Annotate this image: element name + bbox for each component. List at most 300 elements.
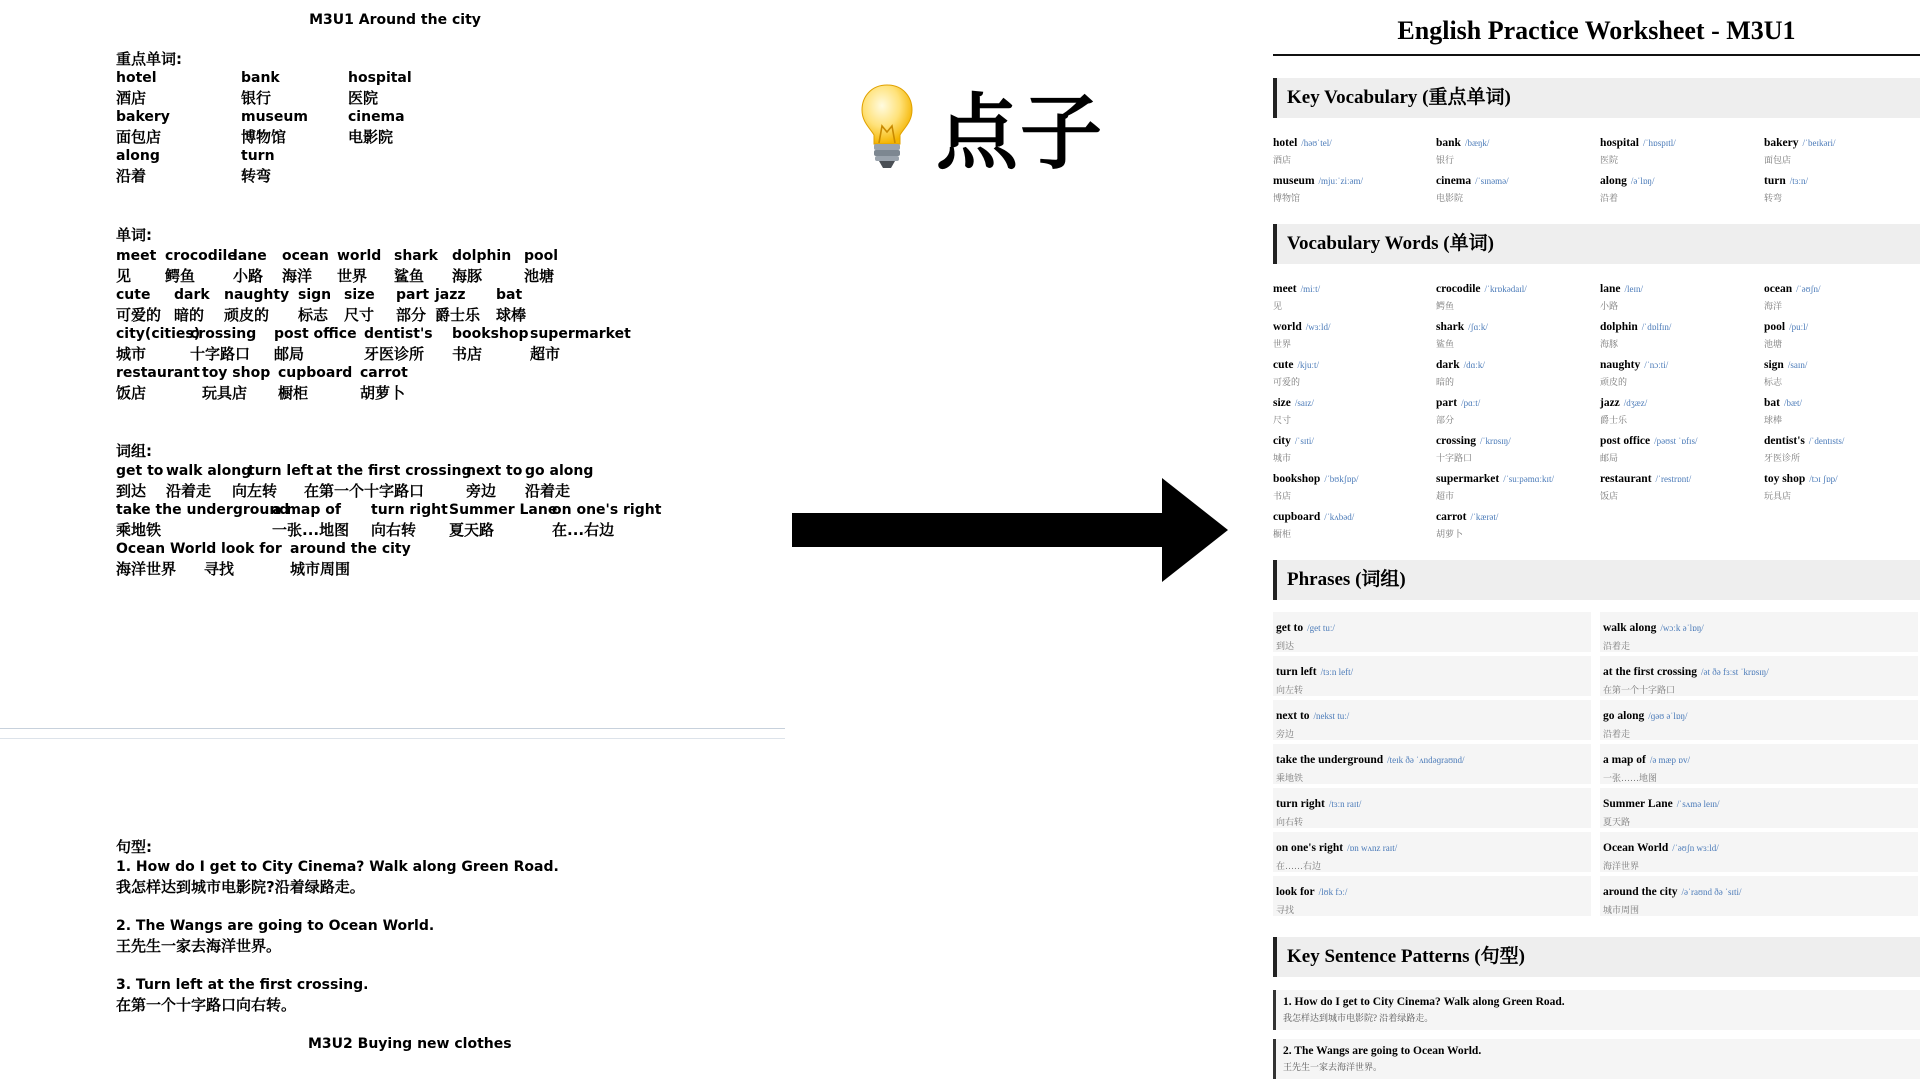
phrase-item [1273,876,1591,916]
word-meaning: 球棒 [496,305,527,324]
vocab-meaning: 沿着 [1600,193,1619,203]
vocab-item [1764,355,1920,388]
vocab-ipa: /ˈrestrɒnt/ [1655,474,1692,484]
phrase-meaning: 寻找 [204,559,235,578]
word-meaning: 书店 [452,344,483,363]
word: crossing [190,326,257,342]
right-arrow-icon [792,478,1228,587]
phrase-item [1600,876,1918,916]
vocab-ipa: /kjuːt/ [1297,360,1319,370]
worksheet [1273,0,1920,1080]
worksheet-title: English Practice Worksheet - M3U1 [1397,16,1796,45]
pattern-item [1273,990,1920,1030]
vocab-meaning: 池塘 [1764,339,1783,349]
word: carrot [360,365,408,381]
phrase: Ocean World [116,541,217,557]
vocab-item [1436,355,1596,388]
vocab-item [1436,469,1596,502]
vocab-ipa: /ˈsɪnəmə/ [1475,176,1509,186]
word-meaning: 城市 [116,344,147,363]
vocab-word: bakery [1764,137,1799,149]
lightbulb-icon [858,82,916,170]
vocab-ipa: /saɪz/ [1294,398,1314,408]
vocab-meaning: 电影院 [1436,193,1464,203]
vocab-meaning: 见 [1273,301,1283,311]
vocab-item [1764,393,1920,426]
phrase: walk along [166,463,252,479]
vocab-word: naughty [1600,359,1641,371]
phrase-item [1600,612,1918,652]
word-meaning: 转弯 [241,166,272,185]
phrase-item [1273,700,1591,740]
word-meaning: 饭店 [116,383,147,402]
word-meaning: 顽皮的 [224,305,270,324]
word-meaning: 胡萝卜 [360,383,406,402]
vocab-item [1273,393,1433,426]
phrase-word: go along [1603,710,1645,722]
vocab-word: size [1273,397,1291,409]
vocab-ipa: /leɪn/ [1624,284,1643,294]
vocab-item [1764,317,1920,350]
phrase-ipa: /lʊk fɔː/ [1318,887,1348,897]
vocab-word: carrot [1436,511,1467,523]
phrase-meaning: 到达 [1276,641,1295,651]
word: bookshop [452,326,529,342]
vocab-ipa: /dʒæz/ [1623,398,1648,408]
vocab-item [1436,317,1596,350]
vocab-item [1273,171,1433,204]
vocab-word: cupboard [1273,511,1321,523]
vocab-ipa: /ˈsuːpəmɑːkɪt/ [1503,474,1554,484]
idea-text: 点子 [936,85,1105,181]
vocab-ipa: /həʊˈtel/ [1301,138,1332,148]
phrase: Summer Lane [449,502,558,518]
phrase-item [1600,656,1918,696]
word-meaning: 电影院 [348,127,394,146]
vocab-meaning: 面包店 [1764,155,1792,165]
word-meaning: 沿着 [116,166,147,185]
word: bank [241,70,280,86]
phrase-ipa: /ˈəʊʃn wɜːld/ [1672,843,1719,853]
notes-title: M3U1 Around the city [309,12,481,28]
phrase-meaning: 在……右边 [1276,861,1322,871]
vocab-word: turn [1764,175,1786,187]
phrase-meaning: 寻找 [1276,905,1295,915]
vocab-meaning: 超市 [1436,491,1455,501]
vocab-ipa: /ˈkʌbəd/ [1324,512,1355,522]
vocab-meaning: 饭店 [1600,491,1619,501]
phrase-item [1600,832,1918,872]
vocab-meaning: 可爱的 [1273,377,1301,387]
phrase-meaning: 向左转 [1276,685,1304,695]
pattern-item [1273,1039,1920,1079]
vocab-word: meet [1273,283,1297,295]
vocab-word: shark [1436,321,1465,333]
pattern-cn: 王先生一家去海洋世界。 [1283,1062,1383,1072]
vocab-ipa: /pɑːt/ [1461,398,1481,408]
vocab-item [1273,279,1433,312]
word-meaning: 面包店 [116,127,162,146]
word: supermarket [530,326,631,342]
word: bat [496,287,523,303]
phrase-word: turn left [1276,666,1317,678]
vocab-word: post office [1600,435,1651,447]
word-meaning: 海洋 [282,266,313,285]
vocab-word: bank [1436,137,1461,149]
phrase-meaning: 旁边 [466,481,497,500]
notes-document [0,0,790,1080]
phrase: at the first crossing [316,463,472,479]
vocab-item [1600,171,1760,204]
vocab-word: sign [1764,359,1784,371]
notes-key-vocab-heading: 重点单词: [116,50,182,68]
phrase-meaning: 沿着走 [1603,641,1631,651]
vocab-ipa: /əˈlɒŋ/ [1630,176,1655,186]
word-meaning: 标志 [298,305,329,324]
word: toy shop [202,365,271,381]
word: ocean [282,248,329,264]
page-separator [0,738,785,739]
phrase-ipa: /ət ðə fɜːst ˈkrɒsɪŋ/ [1701,667,1769,677]
vocab-ipa: /ˈbeɪkəri/ [1802,138,1836,148]
phrase-item [1600,788,1918,828]
vocab-item [1273,355,1433,388]
pattern-en: 3. Turn left at the first crossing. [116,977,369,993]
word-meaning: 银行 [241,88,272,107]
vocab-word: cute [1273,359,1294,371]
vocab-word: bookshop [1273,473,1321,485]
phrase-meaning: 海洋世界 [116,559,177,578]
vocab-ipa: /ˈkrɒkədaɪl/ [1484,284,1527,294]
vocab-meaning: 酒店 [1273,155,1292,165]
pattern-cn: 我怎样达到城市电影院? 沿着绿路走。 [1283,1013,1434,1023]
phrase-meaning: 沿着走 [1603,729,1631,739]
word: city(cities) [116,326,201,342]
page-separator [0,728,785,729]
word: jazz [435,287,466,303]
word-meaning: 橱柜 [278,383,309,402]
pattern-en: 1. How do I get to City Cinema? Walk along Green Road. [1283,996,1565,1008]
vocab-item [1764,431,1920,464]
vocab-word: crocodile [1436,283,1481,295]
phrase-ipa: /tɜːn left/ [1320,667,1354,677]
phrase-meaning: 向右转 [371,520,417,539]
phrase-word: get to [1276,622,1304,634]
vocab-ipa: /puːl/ [1789,322,1809,332]
word-meaning: 邮局 [274,344,305,363]
vocab-item [1600,317,1760,350]
word-meaning: 池塘 [524,266,555,285]
vocab-meaning: 海洋 [1764,301,1783,311]
vocab-word: pool [1764,321,1786,333]
title-rule [1273,54,1920,56]
pattern-en: 2. The Wangs are going to Ocean World. [116,918,435,934]
phrase-meaning: 城市周围 [290,559,351,578]
vocab-meaning: 小路 [1600,301,1619,311]
phrase-meaning: 在第一个十字路口 [304,481,425,500]
phrase: next to [466,463,523,479]
vocab-ipa: /ʃɑːk/ [1468,322,1488,332]
phrase-item [1273,832,1591,872]
phrase: take the underground [116,502,290,518]
word: meet [116,248,157,264]
pattern-en: 2. The Wangs are going to Ocean World. [1283,1045,1482,1057]
word: crocodile [165,248,237,264]
word-meaning: 小路 [233,266,264,285]
word: dolphin [452,248,512,264]
vocab-word: restaurant [1600,473,1652,485]
word-meaning: 可爱的 [116,305,162,324]
vocab-word: dark [1436,359,1460,371]
phrase-ipa: /ɒn wʌnz raɪt/ [1347,843,1398,853]
phrase-word: walk along [1603,622,1657,634]
vocab-word: toy shop [1764,473,1806,485]
phrase-meaning: 向左转 [232,481,278,500]
phrase-word: at the first crossing [1603,666,1698,678]
vocab-word: world [1273,321,1302,333]
word-meaning: 博物馆 [241,127,287,146]
word-meaning: 酒店 [116,88,147,107]
word: along [116,148,160,164]
vocab-meaning: 尺寸 [1273,415,1292,425]
phrase: a map of [272,502,341,518]
word: cupboard [278,365,353,381]
phrase-item [1273,612,1591,652]
word-meaning: 爵士乐 [435,305,481,324]
notes-phrases-heading: 词组: [116,442,152,460]
vocab-word: crossing [1436,435,1477,447]
vocab-item [1600,431,1760,464]
vocab-word: dentist's [1764,435,1805,447]
vocab-ipa: /miːt/ [1300,284,1321,294]
vocab-item [1436,431,1596,464]
vocab-meaning: 牙医诊所 [1764,453,1801,463]
phrase-ipa: /əˈraʊnd ðə ˈsɪti/ [1681,887,1742,897]
phrase-meaning: 向右转 [1276,817,1304,827]
phrase-meaning: 城市周围 [1603,905,1640,915]
word-meaning: 玩具店 [202,383,248,402]
word-meaning: 暗的 [174,305,205,324]
phrase-ipa: /ˈsʌmə leɪn/ [1676,799,1720,809]
vocab-ipa: /ˈhɒspɪtl/ [1643,138,1676,148]
phrase-ipa: /get tuː/ [1307,623,1335,633]
phrase: look for [221,541,282,557]
phrase-meaning: 夏天路 [1603,817,1631,827]
word: hotel [116,70,157,86]
word: pool [524,248,559,264]
vocab-item [1273,133,1433,166]
word: lane [233,248,267,264]
vocab-item [1273,469,1433,502]
vocab-item [1764,133,1920,166]
word-meaning: 世界 [337,266,368,285]
vocab-ipa: /ˈdɒlfɪn/ [1641,322,1672,332]
vocab-meaning: 书店 [1273,491,1292,501]
phrase-word: a map of [1603,754,1646,766]
notes-words-heading: 单词: [116,226,152,244]
phrase-item [1273,788,1591,828]
vocab-meaning: 球棒 [1764,415,1783,425]
phrase-item [1600,744,1918,784]
vocab-word: jazz [1600,397,1620,409]
word-meaning: 超市 [530,344,561,363]
word: hospital [348,70,412,86]
section-key-vocabulary: Key Vocabulary (重点单词) [1273,78,1920,118]
notes-pattern-2 [116,916,434,956]
notes-pattern-1 [116,857,559,897]
vocab-item [1600,355,1760,388]
vocab-meaning: 海豚 [1600,339,1619,349]
next-unit-title: M3U2 Buying new clothes [308,1036,512,1052]
vocab-ipa: /pəʊst ˈɒfɪs/ [1654,436,1698,446]
word-meaning: 海豚 [452,266,483,285]
vocab-ipa: /ˈkærət/ [1470,512,1499,522]
word: turn [241,148,275,164]
vocab-meaning: 鳄鱼 [1436,301,1455,311]
phrase-meaning: 在...右边 [552,520,615,539]
vocab-item [1600,279,1760,312]
word: bakery [116,109,170,125]
vocab-ipa: /dɑːk/ [1463,360,1485,370]
word: restaurant [116,365,200,381]
vocab-ipa: /bæt/ [1783,398,1802,408]
phrase-ipa: /nekst tuː/ [1313,711,1350,721]
phrase-ipa: /wɔːk əˈlɒŋ/ [1660,623,1704,633]
word-meaning: 牙医诊所 [364,344,425,363]
word-meaning: 尺寸 [344,305,375,324]
section-vocabulary-words: Vocabulary Words (单词) [1273,224,1920,264]
phrase-meaning: 乘地铁 [116,520,162,539]
vocab-ipa: /tɔɪ ʃɒp/ [1809,474,1838,484]
vocab-word: bat [1764,397,1780,409]
phrase: go along [525,463,594,479]
vocab-ipa: /saɪn/ [1787,360,1808,370]
vocab-word: along [1600,175,1627,187]
vocab-meaning: 爵士乐 [1600,415,1628,425]
vocab-ipa: /ˈsɪti/ [1294,436,1314,446]
phrase-word: look for [1276,886,1315,898]
phrase-meaning: 夏天路 [449,520,495,539]
vocab-meaning: 部分 [1436,415,1455,425]
vocab-meaning: 转弯 [1764,193,1783,203]
vocab-word: hospital [1600,137,1639,149]
vocab-ipa: /ˈnɔːti/ [1644,360,1669,370]
phrase-meaning: 海洋世界 [1603,861,1640,871]
vocab-item [1436,507,1596,540]
phrase-meaning: 一张...地图 [272,520,350,539]
word: shark [394,248,438,264]
vocab-item [1436,393,1596,426]
phrase-word: turn right [1276,798,1325,810]
vocab-item [1273,507,1433,540]
vocab-word: supermarket [1436,473,1500,485]
vocab-ipa: /bæŋk/ [1464,138,1490,148]
notes-patterns-heading: 句型: [116,838,152,856]
phrase-word: next to [1276,710,1310,722]
vocab-meaning: 医院 [1600,155,1619,165]
vocab-item [1436,171,1596,204]
vocab-ipa: /tɜːn/ [1789,176,1809,186]
vocab-meaning: 胡萝卜 [1436,529,1464,539]
phrase-meaning: 沿着走 [166,481,212,500]
word-meaning: 部分 [396,305,427,324]
vocab-meaning: 玩具店 [1764,491,1792,501]
word: naughty [224,287,290,303]
phrase-meaning: 到达 [116,481,147,500]
vocab-word: cinema [1436,175,1472,187]
phrase-word: Ocean World [1603,842,1669,854]
word-meaning: 医院 [348,88,379,107]
vocab-ipa: /wɜːld/ [1305,322,1331,332]
pattern-en: 1. How do I get to City Cinema? Walk along Green Road. [116,859,559,875]
word: size [344,287,375,303]
vocab-word: part [1436,397,1458,409]
phrase-meaning: 乘地铁 [1276,773,1304,783]
vocab-item [1764,279,1920,312]
vocab-meaning: 暗的 [1436,377,1455,387]
vocab-item [1273,317,1433,350]
vocab-meaning: 城市 [1273,453,1292,463]
word: dentist's [364,326,433,342]
phrase-meaning: 在第一个十字路口 [1603,685,1676,695]
vocab-meaning: 标志 [1764,377,1783,387]
word-meaning: 见 [116,266,132,285]
phrase-ipa: /ɡəʊ əˈlɒŋ/ [1648,711,1688,721]
word: part [396,287,430,303]
idea-label [858,78,1105,181]
word: cute [116,287,151,303]
phrase-word: Summer Lane [1603,798,1673,810]
pattern-cn: 王先生一家去海洋世界。 [116,937,282,955]
phrase-word: around the city [1603,886,1678,898]
vocab-meaning: 世界 [1273,339,1292,349]
vocab-ipa: /mjuːˈziːəm/ [1318,176,1364,186]
phrase-meaning: 旁边 [1276,729,1295,739]
phrase: turn right [371,502,448,518]
phrase-ipa: /ə mæp ɒv/ [1649,755,1691,765]
pattern-cn: 我怎样达到城市电影院?沿着绿路走。 [116,878,365,896]
vocab-meaning: 邮局 [1600,453,1619,463]
vocab-item [1273,431,1433,464]
vocab-item [1600,133,1760,166]
vocab-meaning: 橱柜 [1273,529,1292,539]
vocab-item [1436,279,1596,312]
vocab-word: lane [1600,283,1621,295]
section-phrases: Phrases (词组) [1273,560,1920,600]
vocab-meaning: 顽皮的 [1600,377,1628,387]
phrase-ipa: /teɪk ðə ˈʌndəɡraʊnd/ [1387,755,1465,765]
phrase-meaning: 沿着走 [525,481,571,500]
phrase-item [1273,744,1591,784]
vocab-item [1764,171,1920,204]
phrase-item [1273,656,1591,696]
word: sign [298,287,332,303]
word: cinema [348,109,405,125]
phrase-word: take the underground [1276,754,1384,766]
section-sentence-patterns: Key Sentence Patterns (句型) [1273,937,1920,977]
word-meaning: 鲨鱼 [394,266,425,285]
vocab-meaning: 十字路口 [1436,453,1473,463]
phrase-ipa: /tɜːn raɪt/ [1328,799,1362,809]
word: post office [274,326,357,342]
phrase: around the city [290,541,411,557]
word: dark [174,287,210,303]
vocab-meaning: 鲨鱼 [1436,339,1455,349]
phrase-meaning: 一张……地图 [1603,773,1658,783]
vocab-ipa: /ˈəʊʃn/ [1796,284,1821,294]
vocab-item [1436,133,1596,166]
vocab-item [1600,469,1760,502]
